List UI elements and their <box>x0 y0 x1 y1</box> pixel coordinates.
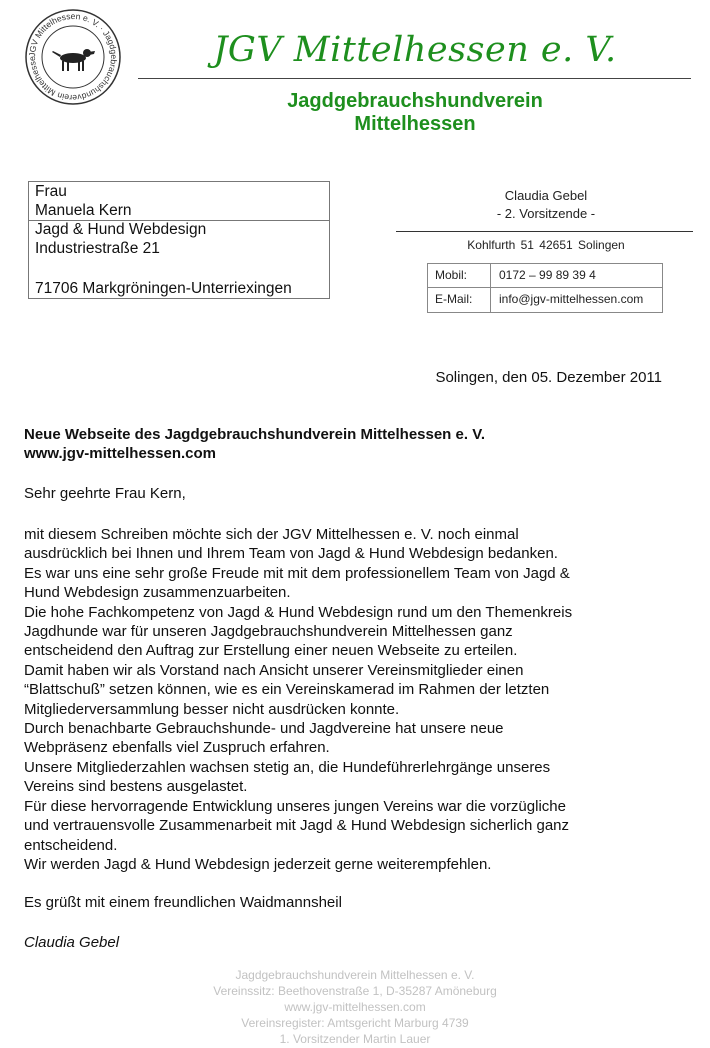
pointer-dog-icon <box>52 49 95 71</box>
subject-website-link[interactable]: www.jgv-mittelhessen.com <box>24 445 216 462</box>
letter-date: Solingen, den 05. Dezember 2011 <box>435 369 662 386</box>
letter-closing: Es grüßt mit einem freundlichen Waidmannsheil <box>24 894 342 911</box>
footer-line-2: Vereinssitz: Beethovenstraße 1, D-35287 Amöneburg <box>213 984 497 998</box>
contact-email-label: E-Mail: <box>435 292 473 306</box>
letter-signature: Claudia Gebel <box>24 934 120 951</box>
footer-line-1: Jagdgebrauchshundverein Mittelhessen e. V. <box>235 968 475 982</box>
letter-subject <box>24 425 485 463</box>
recipient-name: Manuela Kern <box>35 202 132 219</box>
club-logo-seal <box>24 8 122 106</box>
footer-line-3: www.jgv-mittelhessen.com <box>284 1000 426 1014</box>
contact-table-row-divider <box>427 287 662 288</box>
letter-body: mit diesem Schreiben möchte sich der JGV Mittelhessen e. V. noch einmal ausdrücklich bei Ihnen und Ihrem Team von Jagd & Hund Webdesign bedanken. Es war uns eine sehr große Freude mit mit dem professionellem Team von Jagd & Hund Webdesign zusammenzuarbeiten. Die hohe Fachkompetenz von Jagd & Hund Webdesign rund um den Themenkreis Jagdhunde war für unseren Jagdgebrauchshundverein Mittelhessen ganz entscheidend den Auftrag zur Erstellung einer neuen Webseite zu erteilen. Damit haben wir als Vorstand nach Ansicht unserer Vereinsmitglieder einen “Blattschuß” setzen können, wie es ein Vereinskamerad im Rahmen der letzten Mitgliederversammlung besser nicht ausdrücken konnte. Durch benachbarte Gebrauchshunde- und Jagdvereine hat unsere neue Webpräsenz ebenfalls viel Zuspruch erfahren. Unsere Mitgliederzahlen wachsen stetig an, die Hundeführerlehrgänge unseres Vereins sind bestens ausgelastet. Für diese hervorragende Entwicklung unseres jungen Vereins war die vorzügliche und vertrauensvolle Zusammenarbeit mit Jagd & Hund Webdesign sicherlich ganz entscheidend. Wir werden Jagd & Hund Webdesign jederzeit gerne weiterempfehlen. <box>24 526 573 873</box>
contact-mobile-label: Mobil: <box>435 268 468 282</box>
recipient-city: 71706 Markgröningen-Unterriexingen <box>35 280 292 297</box>
org-full-name-line1: Jagdgebrauchshundverein <box>287 90 543 112</box>
header-divider <box>138 78 691 79</box>
sender-name: Claudia Gebel <box>504 188 588 203</box>
subject-line-1: Neue Webseite des Jagdgebrauchshundverein Mittelhessen e. V. <box>24 426 485 443</box>
org-name-script: JGV Mittelhessen e. V. <box>213 30 617 70</box>
letter-footer <box>150 967 560 1047</box>
contact-table-col-divider <box>490 263 491 312</box>
footer-line-4: Vereinsregister: Amtsgericht Marburg 4739 <box>241 1016 469 1030</box>
recipient-company: Jagd & Hund Webdesign <box>35 221 207 238</box>
contact-email-value[interactable]: info@jgv-mittelhessen.com <box>499 292 644 306</box>
sender-address: Kohlfurth 51 42651 Solingen <box>467 238 625 252</box>
letter-salutation: Sehr geehrte Frau Kern, <box>24 485 186 502</box>
org-full-name-line2: Mittelhessen <box>354 113 476 135</box>
sender-divider <box>396 231 693 232</box>
org-full-name <box>160 90 670 136</box>
sender-role: - 2. Vorsitzende - <box>496 206 596 221</box>
seal-ring-text: JGV Mittelhessen e. V. · Jagdgebrauchshundverein Mittelhesse <box>26 10 120 104</box>
seal-graphic <box>24 8 122 106</box>
recipient-salutation: Frau <box>35 183 67 200</box>
contact-mobile-value: 0172 – 99 89 39 4 <box>499 268 596 282</box>
recipient-street: Industriestraße 21 <box>35 240 160 257</box>
footer-line-5: 1. Vorsitzender Martin Lauer <box>279 1032 431 1046</box>
